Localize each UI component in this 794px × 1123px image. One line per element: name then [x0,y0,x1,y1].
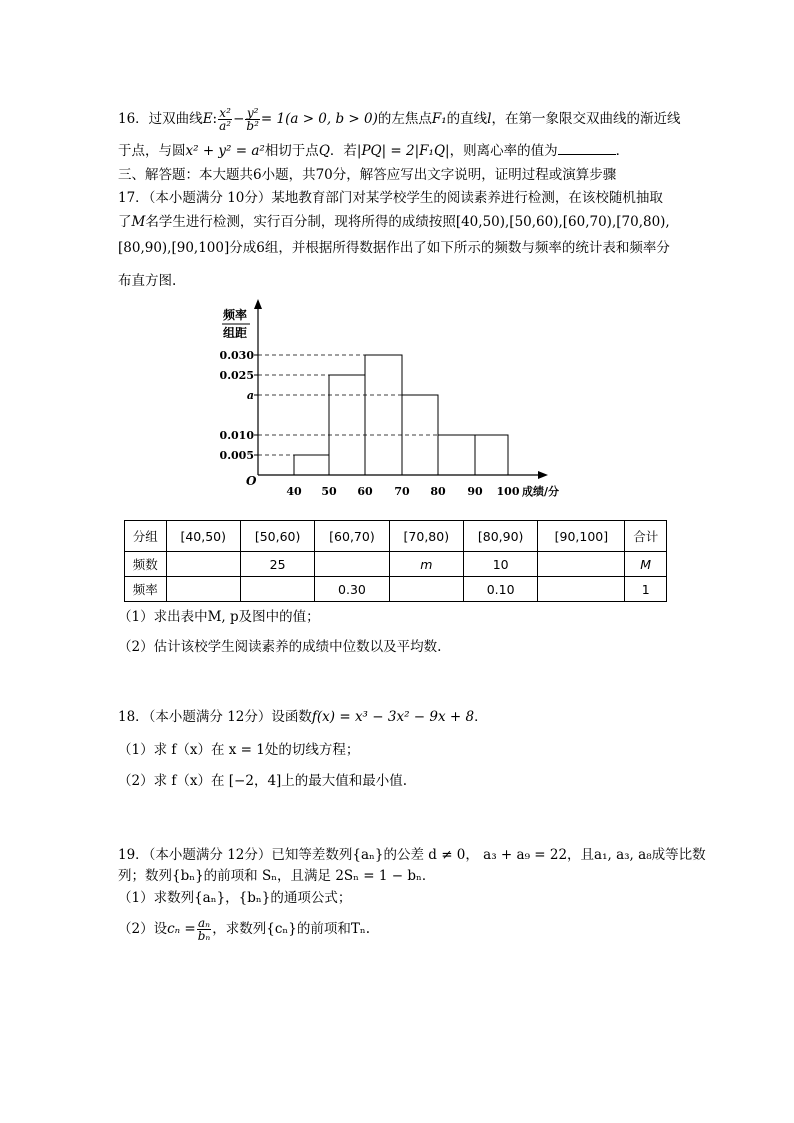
q17-line-3: [80,90),[90,100]分成6组，并根据所得数据作出了如下所示的频数与频率的统计表和频率分 [118,240,670,256]
q16-text-c: 的直线 [446,111,488,127]
table-cell [166,552,240,577]
q16-line-2 [118,140,629,161]
table-cell [538,552,625,577]
q19-line-2: 列；数列{bₙ}的前项和 Sₙ，且满足 2Sₙ = 1 − bₙ． [118,868,436,884]
q16-minus: − [233,111,245,127]
q16-condition: = 1(a > 0, b > 0) [260,111,378,127]
x-tick-label: 90 [467,485,483,498]
table-cell [315,552,389,577]
frequency-histogram [210,295,570,505]
table-cell [166,577,240,602]
histogram-bar [475,435,508,475]
q16-answer-blank [558,140,616,155]
header-cell: [50,60) [240,521,314,552]
frequency-table [124,520,667,602]
q18-text: 18．（本小题满分 12分）设函数 [118,709,312,725]
y-tick-label: 0.025 [219,369,254,382]
q19-part-1: （1）求数列{aₙ}，{bₙ}的通项公式； [118,890,352,906]
table-cell: 频数 [125,552,167,577]
q16-text-h: ，则离心率的值为 [449,143,558,159]
header-cell: 合计 [625,521,667,552]
table-cell: m [389,552,463,577]
y-axis-label-bottom: 组距 [223,326,248,340]
q19-fraction [197,917,212,942]
histogram-bar [329,375,365,475]
header-cell: 分组 [125,521,167,552]
header-cell: [40,50) [166,521,240,552]
q17-m: M [131,214,146,230]
q19-an: aₙ [197,916,211,930]
q16-b2: b² [246,119,259,133]
table-cell: 频率 [125,577,167,602]
x-tick-label: 100 [496,485,520,498]
section-3-heading: 三、解答题：本大题共6小题，共70分，解答应写出文字说明，证明过程或演算步骤 [118,167,617,183]
q18-part-1: （1）求 f（x）在 x = 1处的切线方程； [118,742,360,758]
x-tick-label: 70 [394,485,410,498]
q16-period: ． [615,143,630,159]
q16-text-g: ．若 [329,143,357,159]
q16-text-b: 的左焦点 [377,111,432,127]
q17-part-1: （1）求出表中M, p及图中的值； [118,609,320,625]
q16-text-f: 相切于点 [264,143,319,159]
q17-line-2 [118,212,670,232]
table-cell: 0.10 [463,577,537,602]
q18-function: f(x) = x³ − 3x² − 9x + 8 [311,709,475,725]
q19-line-1: 19．（本小题满分 12分）已知等差数列{aₙ}的公差 d ≠ 0， a₃ + a₉ = 22，且a₁, a₃, a₈成等比数 [118,847,706,863]
q19-bn: bₙ [197,929,211,943]
y-tick-label: 0.005 [219,449,254,462]
q16-curve-name: E [202,111,213,127]
table-cell [389,577,463,602]
table-cell [240,577,314,602]
q18-period: ． [474,709,488,725]
q16-text: 16．过双曲线 [118,111,203,127]
table-cell: 0.30 [315,577,389,602]
x-axis-label: 成绩/分 [522,485,560,498]
header-cell: [70,80) [389,521,463,552]
q19-cn: cₙ = [167,921,196,937]
y-axis-label-top: 频率 [223,308,248,322]
q17-text-a: 了 [118,214,132,230]
q17-part-2: （2）估计该校学生阅读素养的成绩中位数以及平均数. [118,639,442,655]
y-tick-label: 0.030 [219,349,254,362]
q16-focus: F₁ [431,111,447,127]
x-tick-label: 60 [357,485,373,498]
table-cell: 25 [240,552,314,577]
table-cell: M [625,552,667,577]
y-tick-label: 0.010 [219,429,254,442]
q16-y2: y² [246,106,259,120]
q16-text-e: 于点，与圆 [118,143,186,159]
histogram-bar [365,355,402,475]
q16-line-1: 16．过双曲线E: $\frac{\text{x²}}{\text{a²}}$ − $\frac{\text{y²}}{\text{b²}}$ = 1(a > 0, b > 0)的左焦点F₁的直线l，在第一象限交双曲线的渐近线 [118,106,681,133]
table-cell: 10 [463,552,537,577]
y-tick-label: a [246,389,254,402]
q16-line-l: l [487,111,492,127]
q16-x2: x² [219,106,231,120]
q16-circle-eq: x² + y² = a² [185,143,265,159]
x-tick-label: 40 [286,485,302,498]
table-cell [538,577,625,602]
q19-text-a: （2）设 [118,921,168,937]
q17-line-1: 17．（本小题满分 10分）某地教育部门对某学校学生的阅读素养进行检测，在该校随机抽取 [118,190,663,206]
q17-text-b: 名学生进行检测，实行百分制，现将所得的成绩按照[40,50),[50,60),[60,70),[70,80), [145,214,670,230]
table-cell: 1 [625,577,667,602]
q16-fraction-y [245,107,260,132]
x-tick-label: 50 [321,485,337,498]
header-cell: [60,70) [315,521,389,552]
table-row [125,577,667,602]
q19-part-2 [118,917,370,942]
q16-fraction-x [218,107,232,132]
q16-text-d: ，在第一象限交双曲线的渐近线 [491,111,681,127]
header-cell: [90,100] [538,521,625,552]
x-axis-arrow [538,471,548,479]
q19-text-b: ，求数列{cₙ}的前项和Tₙ. [212,921,370,937]
table-header-row [125,521,667,552]
q18-line-1 [118,707,488,727]
header-cell: [80,90) [463,521,537,552]
q17-line-4: 布直方图. [118,273,177,289]
table-row [125,552,667,577]
origin-label: O [246,474,257,488]
q16-a2: a² [219,119,232,133]
q18-part-2: （2）求 f（x）在 [−2，4]上的最大值和最小值. [118,773,408,789]
histogram-bar [438,435,475,475]
q16-point-q: Q [318,143,330,159]
x-tick-label: 80 [430,485,446,498]
histogram-bar [294,455,329,475]
q16-condition-2: |PQ| = 2|F₁Q| [356,143,450,159]
y-axis-arrow [254,299,262,309]
